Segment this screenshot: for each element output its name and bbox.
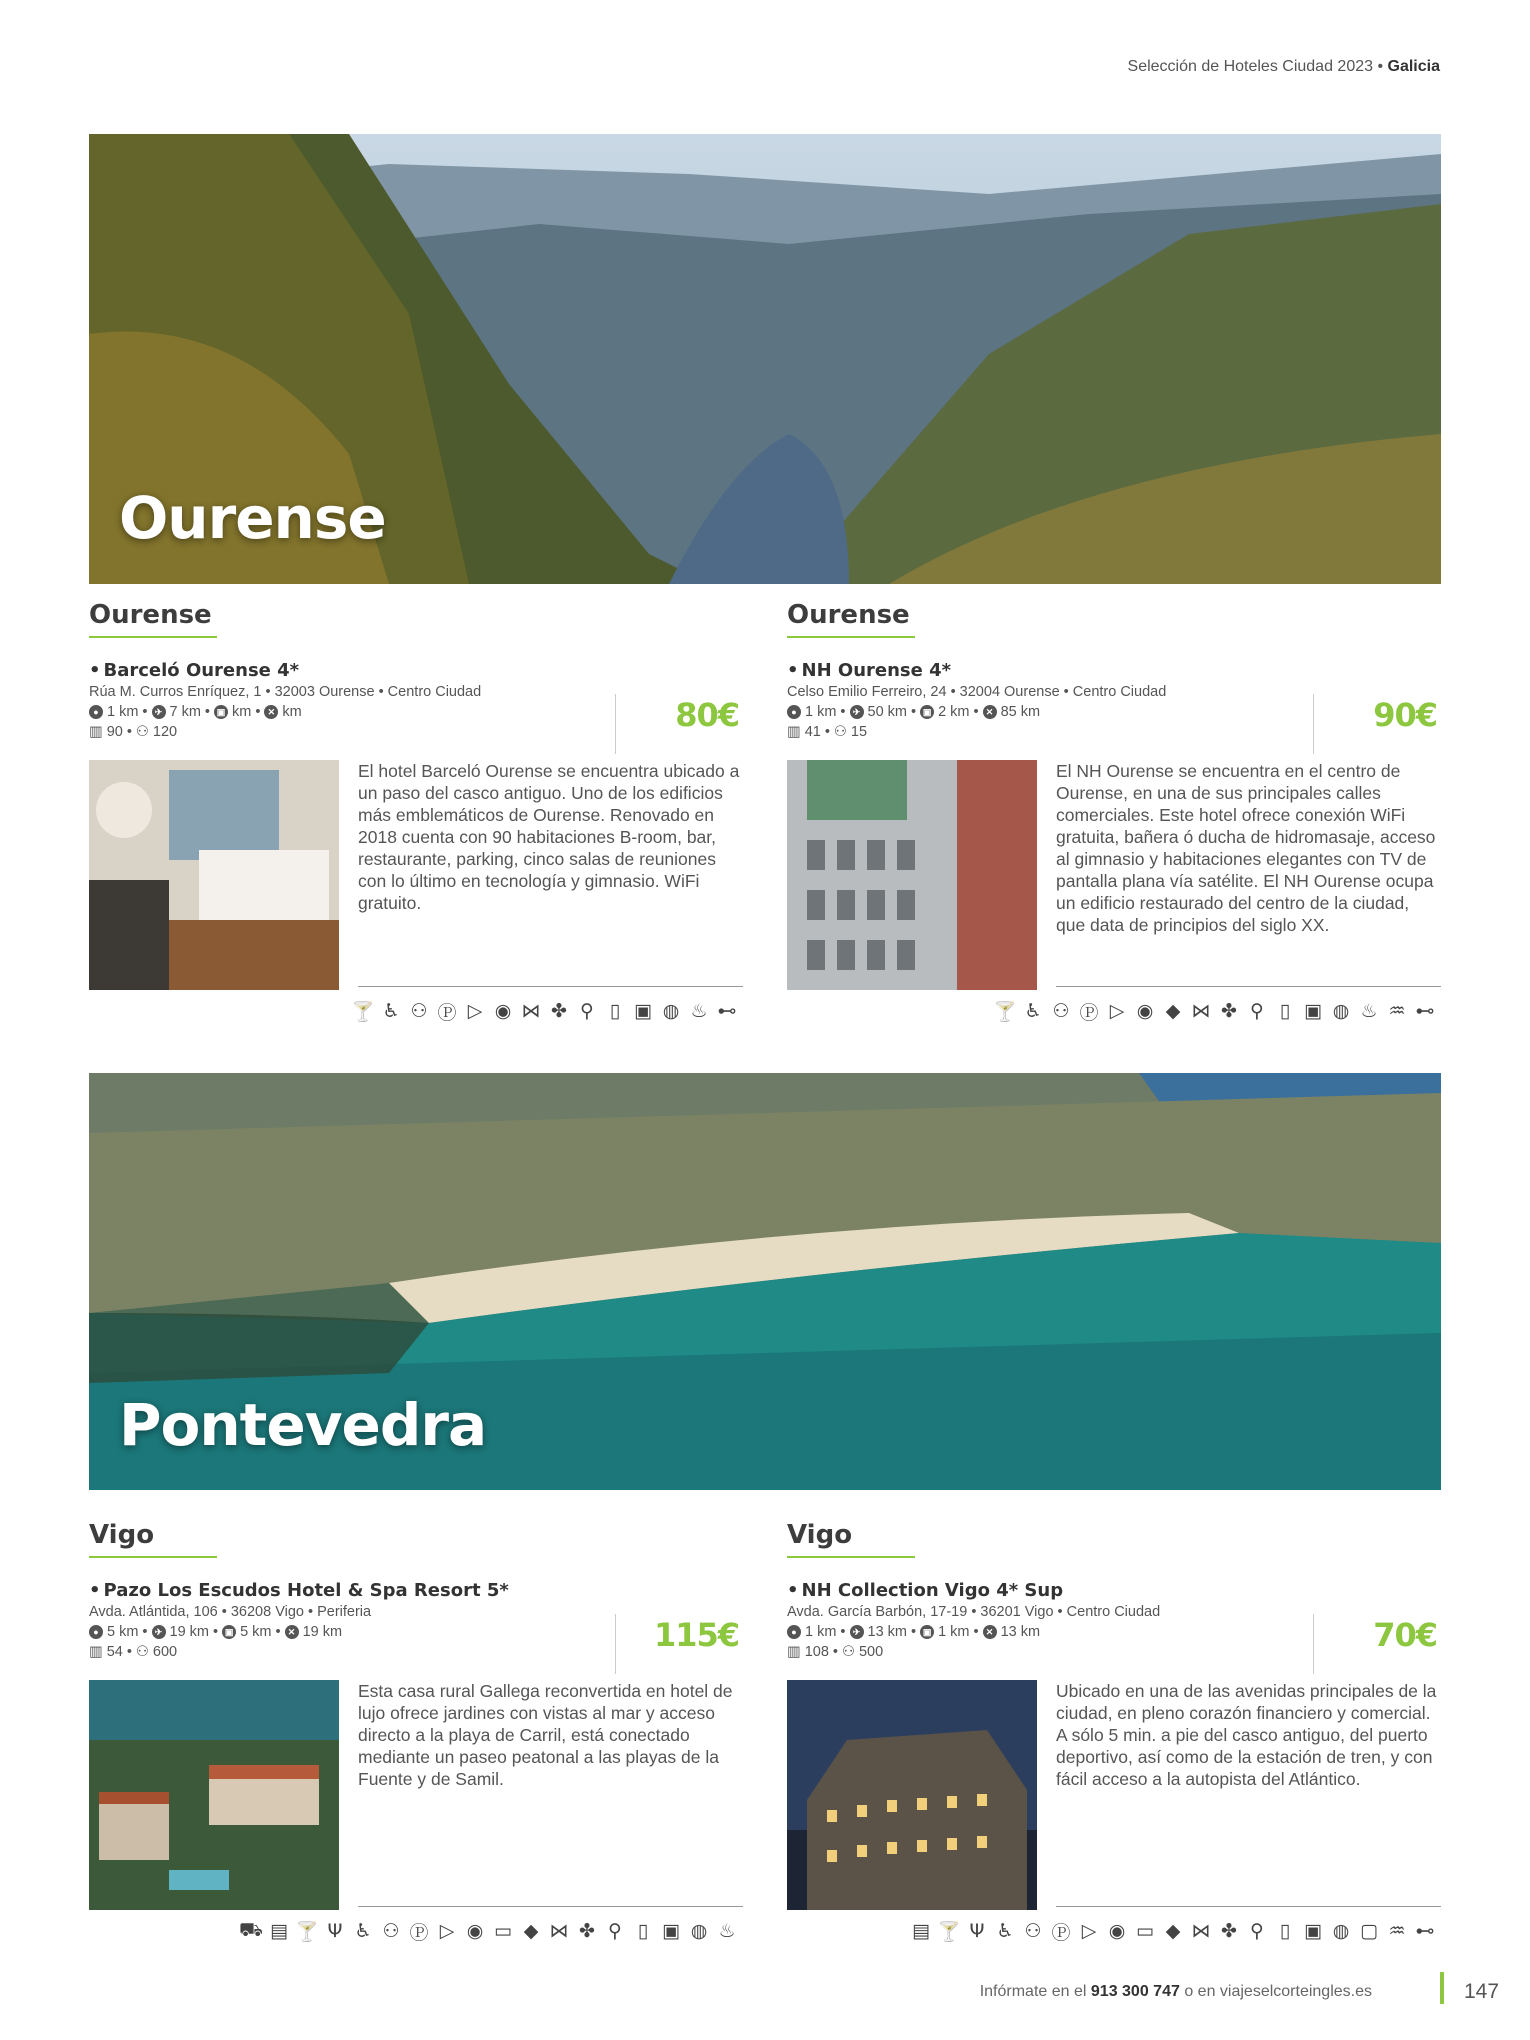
price: 115€ [653, 1616, 739, 1654]
port-icon: ✕ [264, 705, 278, 719]
city-underline [787, 636, 915, 638]
capacity-count: 15 [850, 724, 868, 740]
hero-ourense-title: Ourense [119, 484, 386, 552]
distance-port: 85 km [1000, 704, 1041, 720]
car-icon: ⛟ [239, 1918, 263, 1941]
rooms-count: 90 [106, 724, 123, 740]
distances-row: ● 1 km • ✈ 50 km • ▣ 2 km • ✕ 85 km [787, 704, 1437, 720]
heating-icon: ♨ [718, 1920, 736, 1942]
capacity-count: 500 [858, 1644, 884, 1660]
amenity-icons [351, 998, 739, 1024]
distances-row: ● 5 km • ✈ 19 km • ▣ 5 km • ✕ 19 km [89, 1624, 739, 1640]
safe-icon: ▣ [662, 1920, 680, 1942]
jacuzzi-icon: ♒ [1388, 1920, 1406, 1942]
footer-middle: o en [1184, 1983, 1216, 2000]
bowtie-icon: ⋈ [521, 1000, 541, 1022]
parking-icon: Ⓟ [1079, 1001, 1099, 1024]
play-icon: ▷ [1109, 1000, 1125, 1022]
hotel-card-pazo-los-escudos [89, 1520, 739, 1944]
wifi-icon: ◉ [1108, 1920, 1126, 1942]
restaurant-icon: Ψ [969, 1920, 985, 1942]
footer-phone[interactable]: 913 300 747 [1090, 1983, 1180, 2000]
distance-port: 13 km [1000, 1624, 1041, 1640]
hotel-photo [787, 1680, 1037, 1910]
distance-port: km [282, 704, 302, 720]
header-prefix: Selección de Hoteles Ciudad 2023 • [1127, 58, 1384, 75]
gym-icon: ⊷ [1415, 1920, 1435, 1942]
train-icon: ▣ [222, 1625, 236, 1639]
pet-icon: ◆ [523, 1920, 539, 1942]
gym-icon: ⊷ [1415, 1000, 1435, 1022]
people-icon: ⚇ [841, 1644, 855, 1660]
distance-center: 1 km [107, 704, 139, 720]
screen-icon: ▢ [1360, 1920, 1378, 1942]
header-region: Galicia [1387, 58, 1440, 75]
people-icon: ⚇ [135, 724, 149, 740]
wifi-icon: ◉ [1136, 1000, 1154, 1022]
distance-center: 1 km [805, 704, 837, 720]
safe-icon: ▣ [1304, 1000, 1322, 1022]
jacuzzi-icon: ♒ [1388, 1000, 1406, 1022]
footer-site-link[interactable]: viajeselcorteingles.es [1219, 1983, 1372, 2000]
train-icon: ▣ [920, 1625, 934, 1639]
tv-icon: ▭ [494, 1920, 512, 1942]
capacity-row: ▥ 90 • ⚇ 120 [89, 724, 178, 740]
distance-train: 2 km [938, 704, 970, 720]
amenity-icons [909, 1918, 1437, 1944]
parking-icon: Ⓟ [1051, 1921, 1071, 1944]
city-underline [787, 1556, 915, 1558]
people-icon: ⚇ [135, 1644, 149, 1660]
rooms-icon: ▥ [787, 1644, 801, 1660]
tv-icon: ▭ [1136, 1920, 1154, 1942]
port-icon: ✕ [285, 1625, 299, 1639]
price: 70€ [1373, 1616, 1437, 1654]
price-divider [1313, 694, 1314, 754]
wheelchair-icon: ♿ [354, 1920, 372, 1942]
safe-icon: ▣ [1304, 1920, 1322, 1942]
wheelchair-icon: ♿ [1024, 1000, 1042, 1022]
footer-accent-bar [1440, 1972, 1444, 2004]
laundry-icon: ◍ [662, 1000, 680, 1022]
description-rule [358, 1906, 743, 1907]
distance-center: 1 km [805, 1624, 837, 1640]
amenity-icons [993, 998, 1437, 1024]
hotel-name-text: Pazo Los Escudos Hotel & Spa Resort 5* [103, 1580, 509, 1601]
rooms-count: 108 [804, 1644, 829, 1660]
price-divider [615, 694, 616, 754]
play-icon: ▷ [467, 1000, 483, 1022]
price: 90€ [1373, 696, 1437, 734]
footer-prefix: Infórmate en el [979, 1983, 1087, 2000]
capacity-count: 120 [152, 724, 178, 740]
group-icon: ⚇ [410, 1000, 428, 1022]
restaurant-icon: Ψ [327, 1920, 343, 1942]
play-icon: ▷ [439, 1920, 455, 1942]
hotel-name: • Barceló Ourense 4* [89, 660, 300, 681]
airport-icon: ✈ [152, 705, 166, 719]
hotel-name-text: NH Ourense 4* [801, 660, 952, 681]
luggage-icon: ▤ [912, 1920, 930, 1942]
center-icon: ● [89, 705, 103, 719]
center-icon: ● [787, 1625, 801, 1639]
capacity-row: ▥ 54 • ⚇ 600 [89, 1644, 178, 1660]
hotel-card-barcelo-ourense [89, 600, 740, 1024]
train-icon: ▣ [920, 705, 934, 719]
wifi-icon: ◉ [466, 1920, 484, 1942]
hotel-address: Celso Emilio Ferreiro, 24 • 32004 Ourense • Centro Ciudad [787, 684, 1167, 700]
airport-icon: ✈ [850, 1625, 864, 1639]
city-underline [89, 636, 217, 638]
hotel-photo [89, 760, 339, 990]
hotel-address: Avda. García Barbón, 17-19 • 36201 Vigo • Centro Ciudad [787, 1604, 1161, 1620]
hotel-name-text: Barceló Ourense 4* [103, 660, 300, 681]
rooms-count: 41 [804, 724, 821, 740]
city-heading: Ourense [89, 600, 212, 630]
hotel-name: • Pazo Los Escudos Hotel & Spa Resort 5* [89, 1580, 509, 1601]
capacity-row: ▥ 108 • ⚇ 500 [787, 1644, 884, 1660]
ac-fan-icon: ✤ [551, 1000, 567, 1022]
heating-icon: ♨ [1360, 1000, 1378, 1022]
description-rule [1056, 1906, 1441, 1907]
port-icon: ✕ [983, 1625, 997, 1639]
distance-train: km [232, 704, 252, 720]
rooms-icon: ▥ [787, 724, 801, 740]
group-icon: ⚇ [382, 1920, 400, 1942]
description-rule [358, 986, 743, 987]
distance-train: 5 km [240, 1624, 272, 1640]
hairdryer-icon: ⚲ [1250, 1920, 1264, 1942]
safe-icon: ▣ [634, 1000, 652, 1022]
hotel-description: Ubicado en una de las avenidas principales de la ciudad, en pleno corazón financiero y comercial. A sólo 5 min. a pie del casco antiguo, del puerto deportivo, así como de la estación de tren, y con fácil acceso a la autopista del Atlántico. [1056, 1681, 1437, 1789]
port-icon: ✕ [983, 705, 997, 719]
hotel-card-nh-ourense [787, 600, 1437, 1024]
hotel-card-nh-collection-vigo [787, 1520, 1437, 1944]
hotel-description: Esta casa rural Gallega reconvertida en hotel de lujo ofrece jardines con vistas al mar y acceso directo a la playa de Carril, está conectado mediante un paseo peatonal a las playas de la Fuente y de Samil. [358, 1681, 733, 1789]
hero-ourense [89, 134, 1441, 584]
wifi-icon: ◉ [494, 1000, 512, 1022]
pet-icon: ◆ [1165, 1000, 1181, 1022]
distance-airport: 7 km [169, 704, 201, 720]
hotel-name: • NH Collection Vigo 4* Sup [787, 1580, 1064, 1601]
description-rule [1056, 986, 1441, 987]
group-icon: ⚇ [1052, 1000, 1070, 1022]
cocktail-icon: 🍸 [937, 1920, 961, 1943]
center-icon: ● [89, 1625, 103, 1639]
laundry-icon: ◍ [1332, 1920, 1350, 1942]
laundry-icon: ◍ [690, 1920, 708, 1942]
city-heading: Vigo [787, 1520, 853, 1550]
hero-pontevedra [89, 1073, 1441, 1490]
play-icon: ▷ [1081, 1920, 1097, 1942]
heating-icon: ♨ [690, 1000, 708, 1022]
hairdryer-icon: ⚲ [580, 1000, 594, 1022]
wheelchair-icon: ♿ [996, 1920, 1014, 1942]
train-icon: ▣ [214, 705, 228, 719]
page-number: 147 [1464, 1980, 1500, 2003]
city-heading: Vigo [89, 1520, 155, 1550]
hotel-address: Avda. Atlántida, 106 • 36208 Vigo • Periferia [89, 1604, 372, 1620]
distance-center: 5 km [107, 1624, 139, 1640]
cocktail-icon: 🍸 [993, 1000, 1017, 1023]
airport-icon: ✈ [152, 1625, 166, 1639]
parking-icon: Ⓟ [409, 1921, 429, 1944]
distance-airport: 13 km [867, 1624, 907, 1640]
amenity-icons [239, 1918, 739, 1944]
running-header [1128, 58, 1440, 76]
distance-airport: 50 km [867, 704, 907, 720]
cocktail-icon: 🍸 [351, 1000, 375, 1023]
distance-port: 19 km [302, 1624, 343, 1640]
bowtie-icon: ⋈ [549, 1920, 569, 1942]
distances-row: ● 1 km • ✈ 7 km • ▣ km • ✕ km [89, 704, 739, 720]
ac-fan-icon: ✤ [579, 1920, 595, 1942]
people-icon: ⚇ [833, 724, 847, 740]
minibar-icon: ▯ [637, 1920, 649, 1942]
distance-airport: 19 km [169, 1624, 209, 1640]
group-icon: ⚇ [1024, 1920, 1042, 1942]
hotel-name-text: NH Collection Vigo 4* Sup [801, 1580, 1064, 1601]
laundry-icon: ◍ [1332, 1000, 1350, 1022]
minibar-icon: ▯ [1279, 1000, 1291, 1022]
parking-icon: Ⓟ [437, 1001, 457, 1024]
city-heading: Ourense [787, 600, 910, 630]
hairdryer-icon: ⚲ [1250, 1000, 1264, 1022]
ac-fan-icon: ✤ [1221, 1000, 1237, 1022]
ac-fan-icon: ✤ [1221, 1920, 1237, 1942]
hotel-address: Rúa M. Curros Enríquez, 1 • 32003 Ourense • Centro Ciudad [89, 684, 482, 700]
rooms-icon: ▥ [89, 724, 103, 740]
rooms-count: 54 [106, 1644, 123, 1660]
wheelchair-icon: ♿ [382, 1000, 400, 1022]
hotel-photo [787, 760, 1037, 990]
minibar-icon: ▯ [1279, 1920, 1291, 1942]
cocktail-icon: 🍸 [295, 1920, 319, 1943]
pet-icon: ◆ [1165, 1920, 1181, 1942]
hotel-description: El NH Ourense se encuentra en el centro de Ourense, en una de sus principales calles comerciales. Este hotel ofrece conexión WiFi gratuita, bañera ó ducha de hidromasaje, acceso al gimnasio y habitaciones elegantes con TV de pantalla plana vía satélite. El NH Ourense ocupa un edificio restaurado del centro de la ciudad, que data de principios del siglo XX. [1056, 761, 1436, 935]
price: 80€ [675, 696, 739, 734]
hairdryer-icon: ⚲ [608, 1920, 622, 1942]
minibar-icon: ▯ [609, 1000, 621, 1022]
city-underline [89, 1556, 217, 1558]
hotel-description: El hotel Barceló Ourense se encuentra ubicado a un paso del casco antiguo. Uno de los edificios más emblemáticos de Ourense. Renovado en 2018 cuenta con 90 habitaciones B-room, bar, restaurante, parking, cinco salas de reuniones con lo último en tecnología y gimnasio. WiFi gratuito. [358, 761, 740, 913]
capacity-count: 600 [152, 1644, 178, 1660]
footer-contact [980, 1983, 1372, 2001]
hotel-name: • NH Ourense 4* [787, 660, 952, 681]
center-icon: ● [787, 705, 801, 719]
hero-pontevedra-title: Pontevedra [119, 1391, 487, 1459]
capacity-row: ▥ 41 • ⚇ 15 [787, 724, 868, 740]
hotel-photo [89, 1680, 339, 1910]
price-divider [1313, 1614, 1314, 1674]
rooms-icon: ▥ [89, 1644, 103, 1660]
distance-train: 1 km [938, 1624, 970, 1640]
price-divider [615, 1614, 616, 1674]
luggage-icon: ▤ [270, 1920, 288, 1942]
bowtie-icon: ⋈ [1191, 1920, 1211, 1942]
airport-icon: ✈ [850, 705, 864, 719]
gym-icon: ⊷ [717, 1000, 737, 1022]
distances-row: ● 1 km • ✈ 13 km • ▣ 1 km • ✕ 13 km [787, 1624, 1437, 1640]
bowtie-icon: ⋈ [1191, 1000, 1211, 1022]
